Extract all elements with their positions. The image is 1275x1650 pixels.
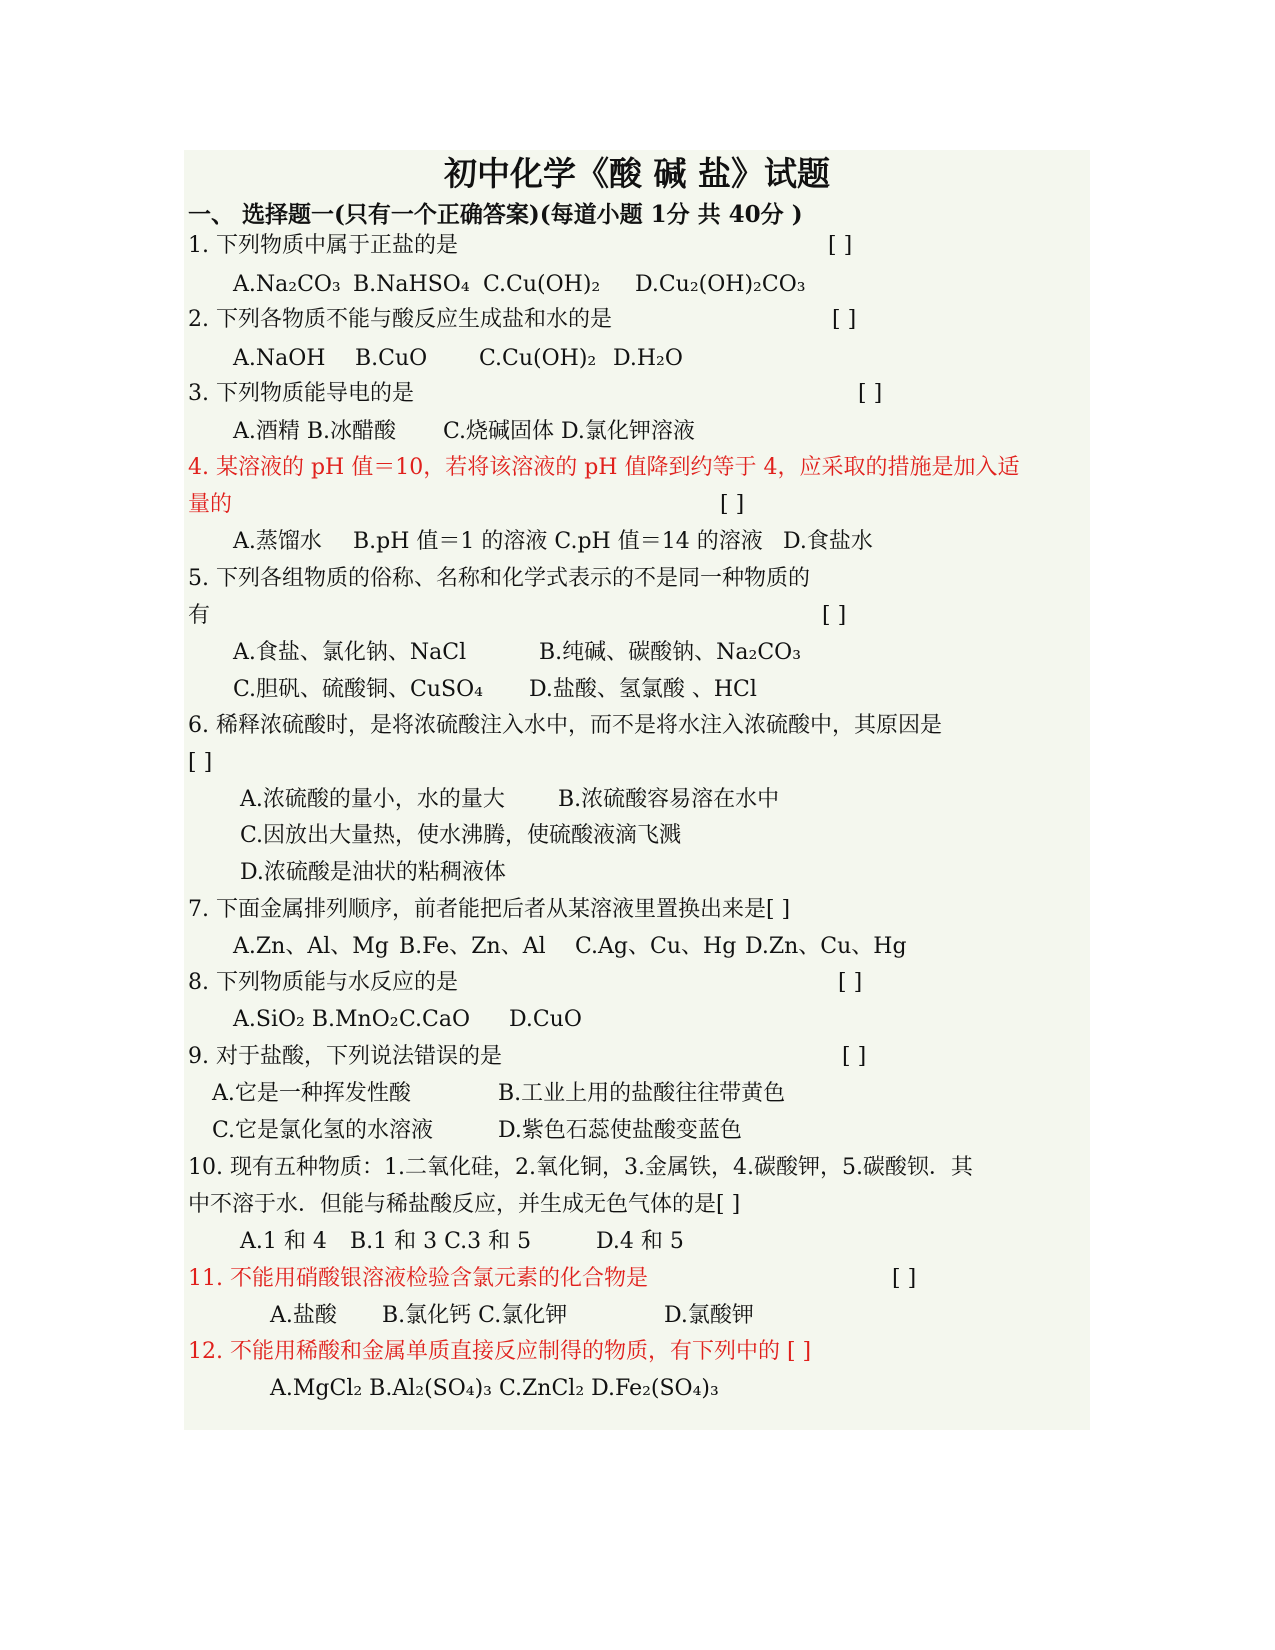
- question-9-options-row2: [212, 1114, 742, 1148]
- option-b: B.CuO: [355, 346, 428, 371]
- option-b: B.NaHSO₄: [353, 272, 470, 297]
- option-c: C.胆矾、硫酸铜、CuSO₄: [233, 677, 483, 702]
- question-6-option-d: D.浓硫酸是油状的粘稠液体: [240, 860, 506, 885]
- option-a: A.Na₂CO₃: [233, 272, 341, 297]
- question-4-cont: 量的: [188, 492, 233, 517]
- option-d: D.4 和 5: [596, 1229, 684, 1254]
- question-5-options-row1: [233, 636, 801, 670]
- option-bc: B.氯化钙 C.氯化钾: [382, 1303, 568, 1328]
- option-a: A.它是一种挥发性酸: [212, 1081, 411, 1106]
- question-9: 9. 对于盐酸，下列说法错误的是: [188, 1044, 502, 1069]
- option-c: C.Ag、Cu、Hg: [575, 934, 737, 959]
- question-11: 11. 不能用硝酸银溶液检验含氯元素的化合物是: [188, 1266, 648, 1291]
- question-7-options: [233, 930, 907, 964]
- question-3: 3. 下列物质能导电的是: [188, 381, 414, 406]
- question-4-options: [233, 525, 873, 559]
- answer-bracket: [ ]: [188, 750, 213, 775]
- answer-bracket: [ ]: [838, 970, 863, 995]
- question-10-options: [240, 1225, 684, 1259]
- answer-bracket: [ ]: [828, 233, 853, 258]
- option-c: C.Cu(OH)₂: [479, 346, 597, 371]
- answer-bracket: [ ]: [842, 1044, 867, 1069]
- question-6-option-c: C.因放出大量热，使水沸腾，使硫酸液滴飞溅: [240, 823, 682, 848]
- option-a: A.NaOH: [233, 346, 326, 371]
- option-b: B.浓硫酸容易溶在水中: [558, 787, 780, 812]
- question-11-options: [270, 1299, 754, 1333]
- option-d: D.H₂O: [613, 346, 683, 371]
- option-bc: B.1 和 3 C.3 和 5: [350, 1229, 532, 1254]
- question-5: 5. 下列各组物质的俗称、名称和化学式表示的不是同一种物质的: [188, 566, 810, 591]
- question-12-options: A.MgCl₂ B.Al₂(SO₄)₃ C.ZnCl₂ D.Fe₂(SO₄)₃: [270, 1376, 719, 1401]
- option-d: D.CuO: [509, 1007, 582, 1032]
- option-d: D.紫色石蕊使盐酸变蓝色: [498, 1118, 742, 1143]
- option-a: A.1 和 4: [240, 1229, 327, 1254]
- question-2: 2. 下列各物质不能与酸反应生成盐和水的是: [188, 307, 612, 332]
- question-1: 1. 下列物质中属于正盐的是: [188, 233, 458, 258]
- option-ab: A.酒精 B.冰醋酸: [233, 419, 397, 444]
- option-b: B.Fe、Zn、Al: [399, 934, 546, 959]
- question-5-options-row2: [233, 673, 757, 707]
- option-a: A.食盐、氯化钠、NaCl: [233, 640, 467, 665]
- option-c: C.它是氯化氢的水溶液: [212, 1118, 434, 1143]
- option-d: D.Zn、Cu、Hg: [745, 934, 907, 959]
- answer-bracket: [ ]: [832, 307, 857, 332]
- question-1-options: [233, 268, 806, 302]
- answer-bracket: [ ]: [822, 603, 847, 628]
- answer-bracket: [ ]: [892, 1266, 917, 1291]
- option-cd: C.烧碱固体 D.氯化钾溶液: [443, 419, 695, 444]
- section-heading: 一、 选择题一(只有一个正确答案)(每道小题 1分 共 40分 ): [188, 201, 803, 228]
- question-10: 10. 现有五种物质：1.二氧化硅，2.氧化铜，3.金属铁，4.碳酸钾，5.碳酸钡．其: [188, 1155, 973, 1180]
- option-bc: B.pH 值＝1 的溶液 C.pH 值＝14 的溶液: [353, 529, 763, 554]
- question-12: 12. 不能用稀酸和金属单质直接反应制得的物质，有下列中的 [ ]: [188, 1339, 812, 1364]
- option-c: C.Cu(OH)₂: [483, 272, 601, 297]
- question-10-cont: 中不溶于水．但能与稀盐酸反应，并生成无色气体的是[ ]: [188, 1192, 741, 1217]
- answer-bracket: [ ]: [858, 381, 883, 406]
- option-c: C.CaO: [399, 1007, 471, 1032]
- question-7: 7. 下面金属排列顺序，前者能把后者从某溶液里置换出来是[ ]: [188, 897, 791, 922]
- question-3-options: [233, 415, 695, 449]
- question-9-options-row1: [212, 1077, 785, 1111]
- question-8-options: [233, 1003, 582, 1037]
- option-d: D.盐酸、氢氯酸 、HCl: [529, 677, 757, 702]
- option-d: D.Cu₂(OH)₂CO₃: [635, 272, 806, 297]
- option-a: A.蒸馏水: [233, 529, 322, 554]
- document-title: 初中化学《酸 碱 盐》试题: [444, 154, 830, 193]
- answer-bracket: [ ]: [720, 492, 745, 517]
- question-6-options-row1: [240, 783, 779, 817]
- option-d: D.氯酸钾: [664, 1303, 754, 1328]
- option-ab: A.SiO₂ B.MnO₂: [233, 1007, 399, 1032]
- option-b: B.纯碱、碳酸钠、Na₂CO₃: [539, 640, 802, 665]
- question-6: 6. 稀释浓硫酸时，是将浓硫酸注入水中，而不是将水注入浓硫酸中，其原因是: [188, 713, 942, 738]
- question-8: 8. 下列物质能与水反应的是: [188, 970, 458, 995]
- question-5-cont: 有: [188, 603, 211, 628]
- option-a: A.盐酸: [270, 1303, 337, 1328]
- question-4: 4. 某溶液的 pH 值＝10，若将该溶液的 pH 值降到约等于 4，应采取的措施是加入适: [188, 455, 1020, 480]
- question-2-options: [233, 342, 683, 376]
- option-d: D.食盐水: [783, 529, 873, 554]
- option-a: A.浓硫酸的量小，水的量大: [240, 787, 505, 812]
- option-b: B.工业上用的盐酸往往带黄色: [498, 1081, 786, 1106]
- option-a: A.Zn、Al、Mg: [233, 934, 389, 959]
